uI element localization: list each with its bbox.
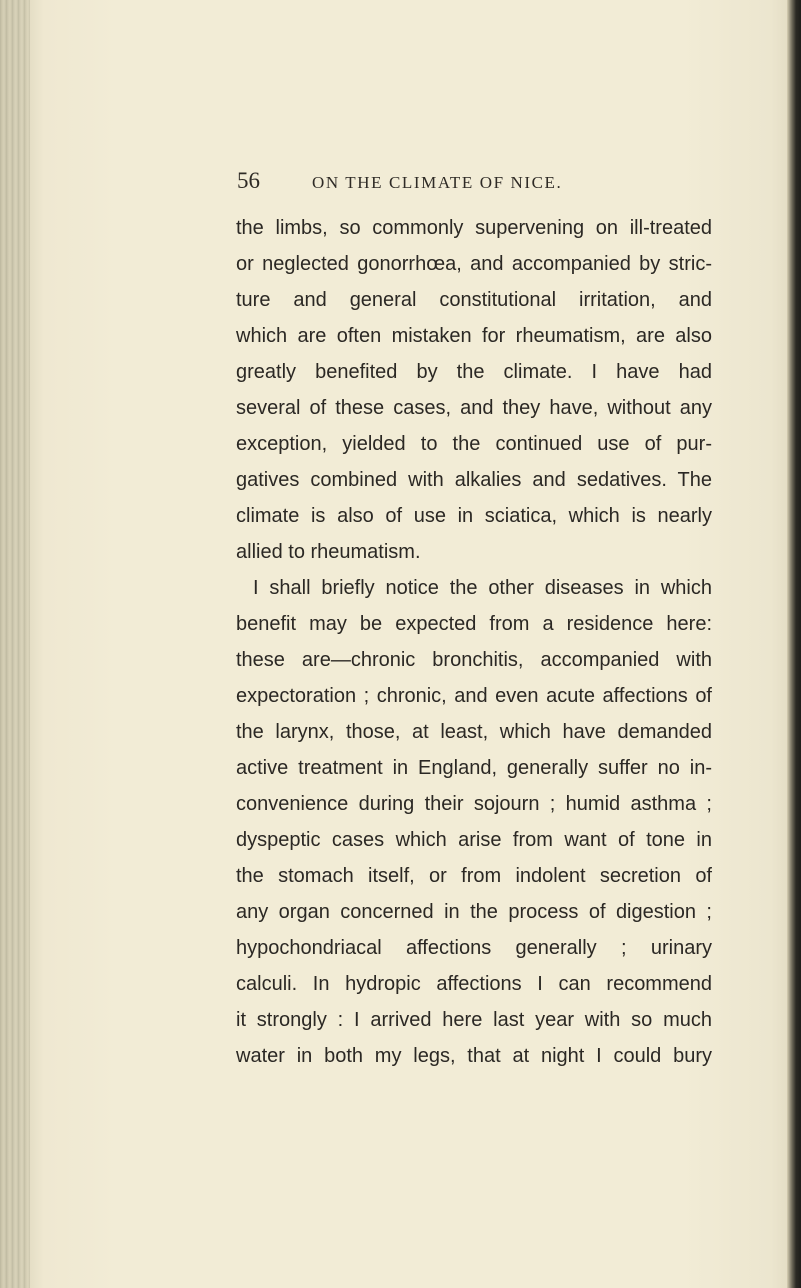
text-line: expectoration ; chronic, and even acute affections of [236,685,712,707]
text-line: any organ concerned in the process of digestion ; [236,901,712,923]
text-line: the larynx, those, at least, which have demanded [236,721,712,743]
text-line: or neglected gonorrhœa, and accompanied by stric- [236,253,712,275]
text-line: the limbs, so commonly supervening on ill-treated [236,217,712,239]
text-line: calculi. In hydropic affections I can recommend [236,973,712,995]
text-line: the stomach itself, or from indolent secretion of [236,865,712,887]
paragraph-start-line: I shall briefly notice the other diseases in which [253,577,712,599]
page-number: 56 [237,168,260,193]
text-line: gatives combined with alkalies and sedatives. The [236,469,712,491]
text-line: convenience during their sojourn ; humid asthma ; [236,793,712,815]
text-line: ture and general constitutional irritation, and [236,289,712,311]
text-line: it strongly : I arrived here last year with so much [236,1009,712,1031]
running-head [0,166,801,196]
paragraph-end-line: allied to rheumatism. [236,541,421,563]
text-line: greatly benefited by the climate. I have had [236,361,712,383]
text-line: exception, yielded to the continued use of pur- [236,433,712,455]
text-line: several of these cases, and they have, without any [236,397,712,419]
body-text [236,210,712,1074]
text-line: climate is also of use in sciatica, which is nearly [236,505,712,527]
text-line: water in both my legs, that at night I could bury [236,1045,712,1067]
text-line: dyspeptic cases which arise from want of tone in [236,829,712,851]
text-line: benefit may be expected from a residence here: [236,613,712,635]
text-line: active treatment in England, generally suffer no in- [236,757,712,779]
text-line: these are—chronic bronchitis, accompanied with [236,649,712,671]
running-title: ON THE CLIMATE OF NICE. [312,173,563,192]
text-line: hypochondriacal affections generally ; urinary [236,937,712,959]
text-line: which are often mistaken for rheumatism, are also [236,325,712,347]
